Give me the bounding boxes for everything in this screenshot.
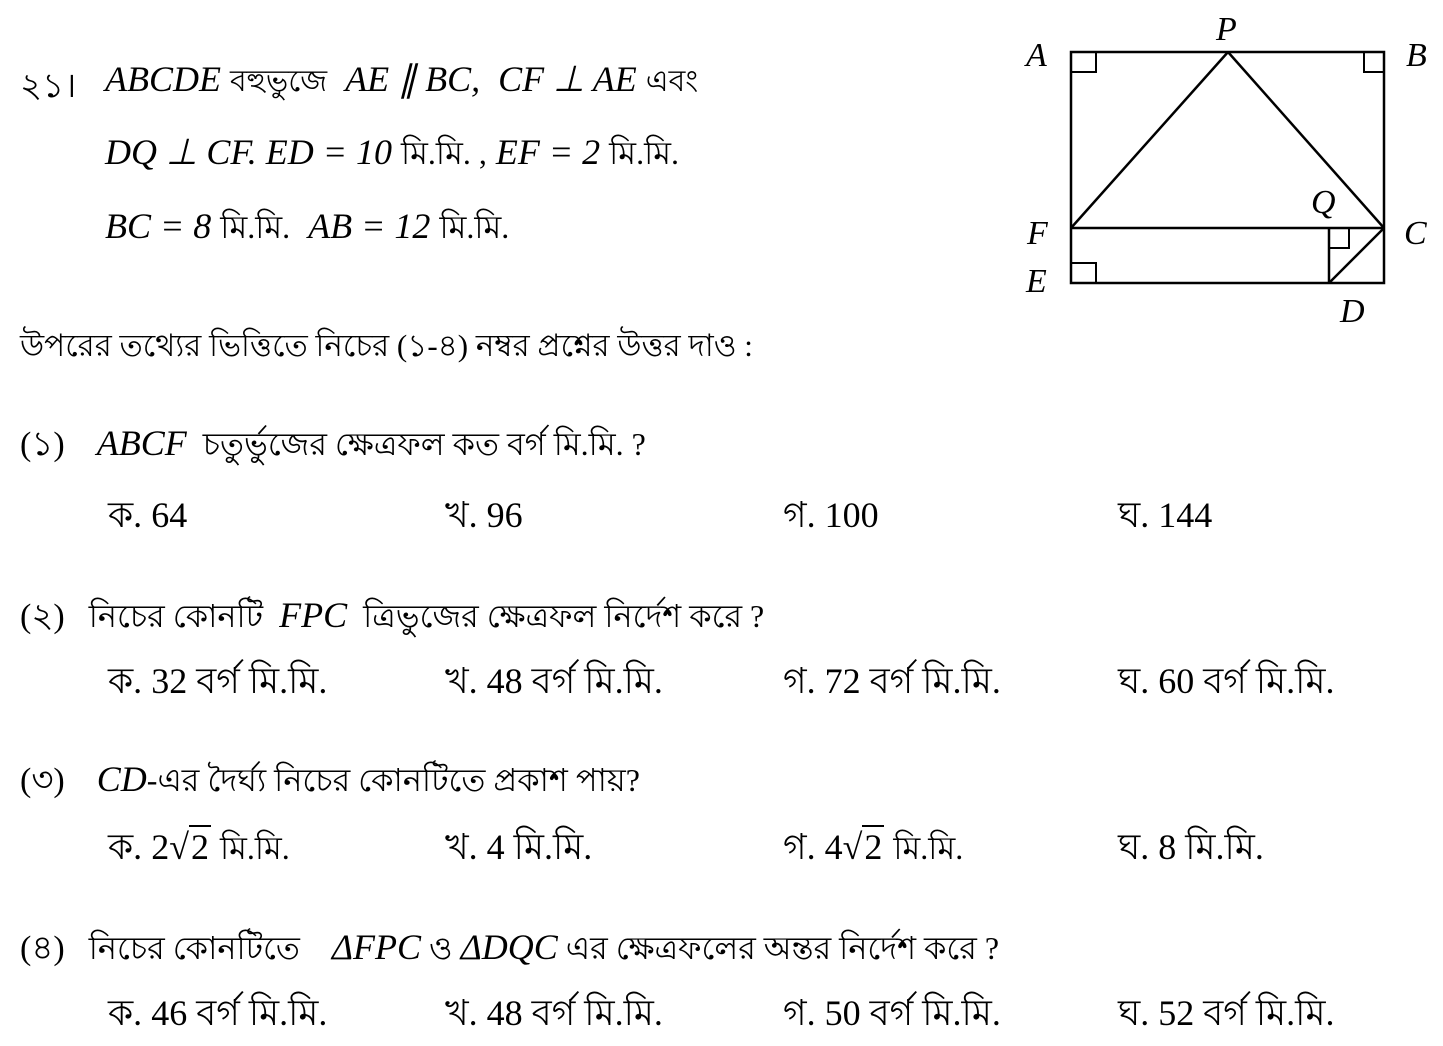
option-value: 50 বর্গ মি.মি. <box>824 993 1001 1033</box>
option-coefficient: 4 <box>824 827 843 867</box>
sqrt-sign: √2 <box>169 827 209 867</box>
label-e: E <box>1026 263 1047 300</box>
question-2 <box>20 590 764 647</box>
option-label: গ. <box>783 495 816 535</box>
option-label: গ. <box>783 827 816 867</box>
question-1-text: চতুর্ভুজের ক্ষেত্রফল কত বর্গ মি.মি. ? <box>202 426 646 462</box>
condition-cf-perp-ae: CF ⊥ AE <box>498 59 637 99</box>
segment-dc <box>1329 228 1384 283</box>
q3-option-gha[interactable] <box>1118 820 1264 880</box>
label-d: D <box>1340 293 1365 330</box>
q4-option-ga[interactable] <box>783 986 1001 1046</box>
q2-option-ka[interactable] <box>108 654 327 714</box>
option-label: গ. <box>783 661 816 701</box>
label-p: P <box>1216 11 1237 48</box>
q4-option-gha[interactable] <box>1118 986 1334 1046</box>
unit-mm: মি.মি. , <box>401 135 487 171</box>
radicand: 2 <box>190 827 209 867</box>
given-bc: BC = 8 <box>105 206 212 246</box>
question-2-text-before: নিচের কোনটি <box>88 598 264 634</box>
option-label: ক. <box>108 827 143 867</box>
right-angle-a <box>1071 52 1096 72</box>
unit-mm: মি.মি. <box>220 209 291 245</box>
option-value: 52 বর্গ মি.মি. <box>1158 993 1335 1033</box>
segment-pc <box>1228 52 1384 228</box>
option-value: 72 বর্গ মি.মি. <box>824 661 1001 701</box>
option-value: 96 <box>486 495 523 535</box>
stem-word-polygon: বহুভুজে <box>229 65 328 98</box>
question-2-text: ত্রিভুজের ক্ষেত্রফল নির্দেশ করে ? <box>363 598 765 634</box>
label-b: B <box>1406 37 1427 74</box>
option-value: 64 <box>151 495 188 535</box>
option-unit: মি.মি. <box>893 830 964 866</box>
given-ab: AB = 12 <box>308 206 431 246</box>
right-angle-q <box>1329 228 1349 248</box>
condition-dq-perp-cf: DQ ⊥ CF. <box>105 132 257 172</box>
option-label: ঘ. <box>1118 661 1150 701</box>
question-4-number: (৪) <box>20 930 65 967</box>
segment-fp <box>1071 52 1228 228</box>
question-1 <box>20 418 646 475</box>
option-value: 60 বর্গ মি.মি. <box>1158 661 1335 701</box>
label-f: F <box>1027 215 1048 252</box>
q3-option-ga[interactable] <box>783 820 963 880</box>
question-1-number: (১) <box>20 426 65 463</box>
q1-option-kha[interactable] <box>445 488 523 548</box>
question-4-text: এর ক্ষেত্রফলের অন্তর নির্দেশ করে ? <box>565 930 1000 966</box>
given-ef: EF = 2 <box>495 132 601 172</box>
condition-ae-parallel-bc: AE ∥ BC, <box>345 59 481 99</box>
q2-option-ga[interactable] <box>783 654 1001 714</box>
sqrt-sign: √2 <box>842 827 883 867</box>
option-label: ক. <box>108 661 143 701</box>
option-label: ঘ. <box>1118 993 1150 1033</box>
option-value: 8 মি.মি. <box>1158 827 1264 867</box>
option-label: খ. <box>445 827 478 867</box>
q4-option-kha[interactable] <box>445 986 663 1046</box>
unit-mm: মি.মি. <box>609 135 679 171</box>
option-label: ঘ. <box>1118 827 1150 867</box>
question-3 <box>20 754 640 811</box>
question-number: ২১। <box>20 68 77 105</box>
q1-option-ga[interactable] <box>783 488 879 548</box>
option-label: ক. <box>108 495 143 535</box>
question-1-math: ABCF <box>96 423 187 463</box>
question-3-math: CD <box>96 759 147 799</box>
question-2-number: (২) <box>20 598 65 635</box>
option-value: 46 বর্গ মি.মি. <box>151 993 328 1033</box>
option-label: খ. <box>445 495 478 535</box>
option-label: খ. <box>445 993 478 1033</box>
q2-option-gha[interactable] <box>1118 654 1334 714</box>
question-4 <box>20 922 999 979</box>
given-ed: ED = 10 <box>265 132 392 172</box>
option-label: ঘ. <box>1118 495 1150 535</box>
question-4-conjunction: ও <box>429 930 453 966</box>
q1-option-gha[interactable] <box>1118 488 1212 548</box>
right-angle-e <box>1071 263 1096 283</box>
option-label: ক. <box>108 993 143 1033</box>
question-4-math-1: ΔFPC <box>331 927 422 967</box>
label-c: C <box>1404 215 1427 252</box>
q3-option-ka[interactable] <box>108 820 290 880</box>
q2-option-kha[interactable] <box>445 654 663 714</box>
option-unit: মি.মি. <box>219 830 290 866</box>
option-value: 100 <box>824 495 879 535</box>
question-2-math: FPC <box>279 595 348 635</box>
question-4-text-before: নিচের কোনটিতে <box>88 930 300 966</box>
question-3-text: -এর দৈর্ঘ্য নিচের কোনটিতে প্রকাশ পায়? <box>146 762 640 798</box>
label-a: A <box>1026 37 1047 74</box>
option-coefficient: 2 <box>151 827 170 867</box>
option-value: 32 বর্গ মি.মি. <box>151 661 328 701</box>
label-q: Q <box>1311 184 1336 221</box>
unit-mm: মি.মি. <box>439 209 510 245</box>
q4-option-ka[interactable] <box>108 986 327 1046</box>
option-label: গ. <box>783 993 816 1033</box>
option-value: 48 বর্গ মি.মি. <box>486 993 663 1033</box>
polygon-name: ABCDE <box>105 59 221 99</box>
option-label: খ. <box>445 661 478 701</box>
q1-option-ka[interactable] <box>108 488 187 548</box>
radicand: 2 <box>864 827 883 867</box>
option-value: 144 <box>1158 495 1213 535</box>
stem-word-and: এবং <box>645 65 699 98</box>
instruction: উপরের তথ্যের ভিত্তিতে নিচের (১-৪) নম্বর প্রশ্নের উত্তর দাও : <box>20 328 753 363</box>
question-3-number: (৩) <box>20 762 65 799</box>
q3-option-kha[interactable] <box>445 820 592 880</box>
option-value: 4 মি.মি. <box>486 827 593 867</box>
question-4-math-2: ΔDQC <box>460 927 558 967</box>
option-value: 48 বর্গ মি.মি. <box>486 661 663 701</box>
right-angle-b <box>1364 52 1384 72</box>
